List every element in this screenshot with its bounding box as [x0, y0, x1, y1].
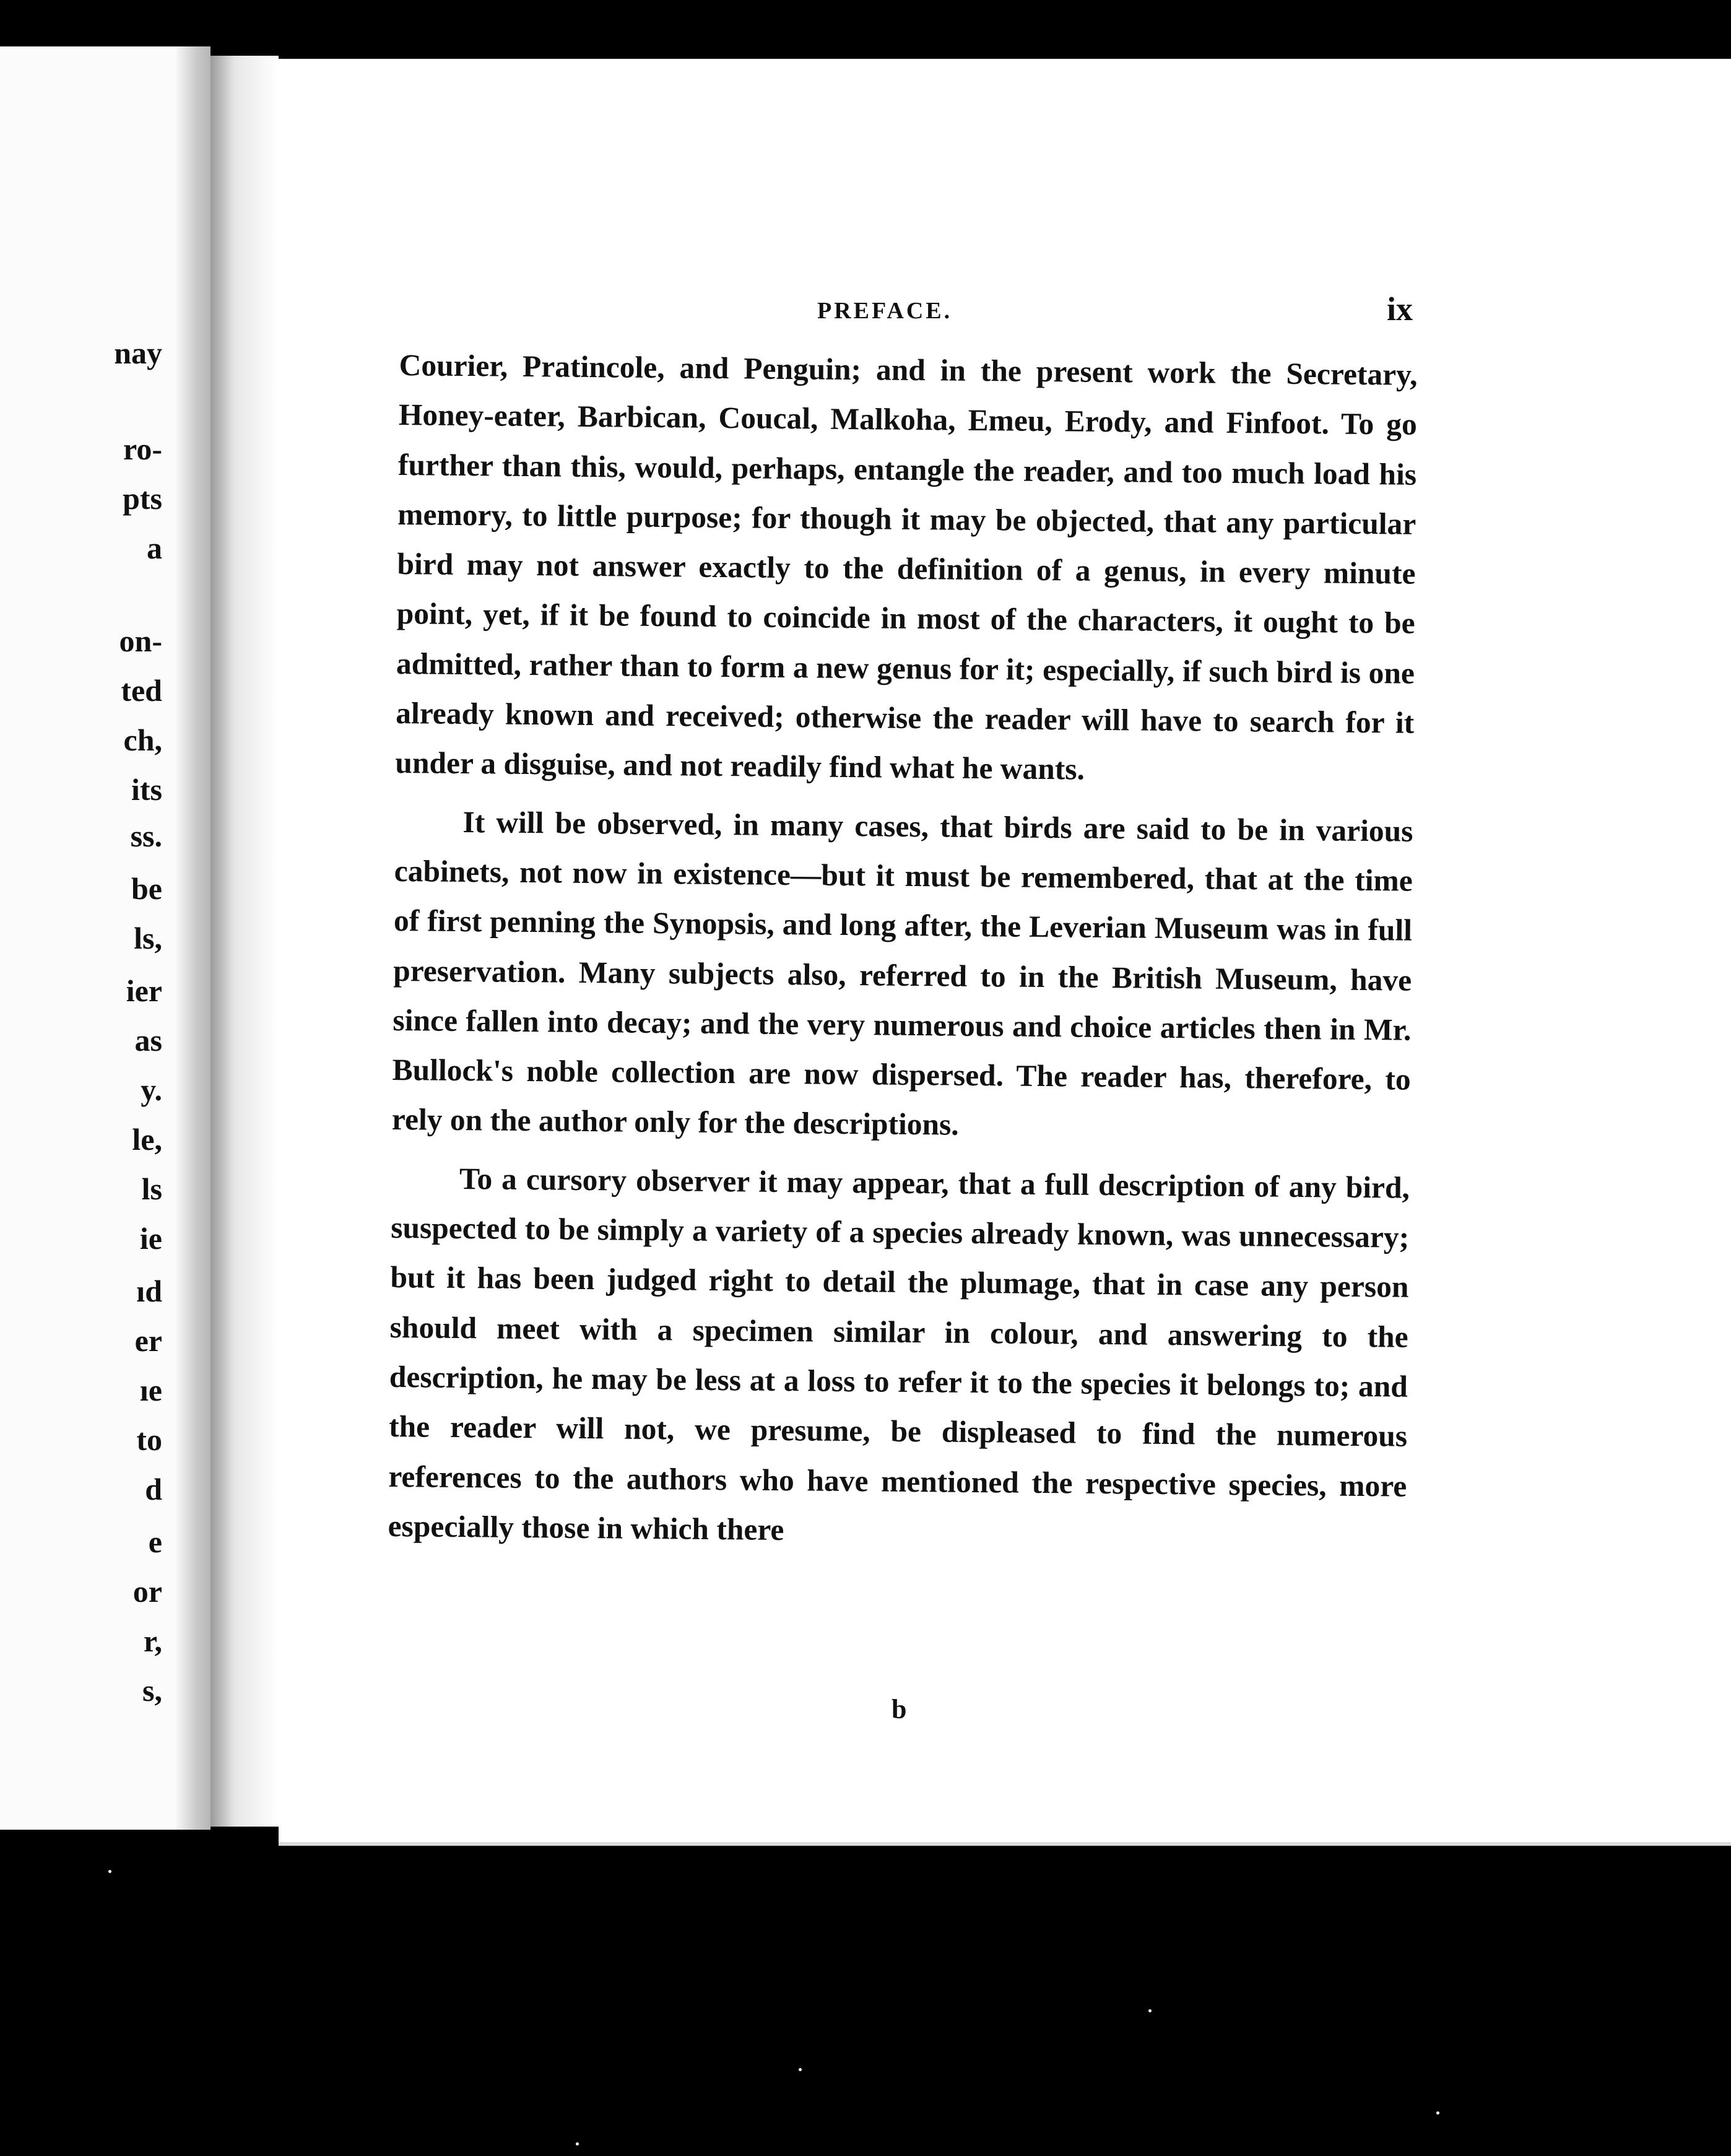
paragraph: It will be observed, in many cases, that birds are said to be in various cabinets, not now in existence—but it must be remembered, that at the time of first penning the Synopsis, and long after, the Leverian Museum was in full preservation. Many subjects also, referred to in the British Museum, have since fallen into decay; and the very numerous and choice articles then in Mr. Bullock's noble collection are now dispersed. The reader has, therefore, to rely on the author only for the descriptions.: [391, 804, 1413, 1142]
facing-line-fragment: its: [131, 772, 162, 807]
signature-mark: b: [892, 1694, 907, 1724]
page-bottom-edge: [279, 1842, 1731, 1846]
scan-speck: [1148, 2009, 1152, 2012]
facing-line-fragment: le,: [132, 1122, 162, 1157]
facing-page: [0, 46, 210, 1830]
facing-line-fragment: s,: [142, 1673, 162, 1708]
page-number: ix: [1387, 290, 1413, 328]
facing-line-fragment: e: [148, 1524, 162, 1559]
facing-line-fragment: as: [134, 1023, 162, 1058]
facing-line-fragment: y.: [141, 1072, 162, 1107]
facing-line-fragment: a: [147, 531, 162, 565]
facing-line-fragment: r,: [143, 1624, 162, 1658]
scan-speck: [799, 2068, 802, 2071]
body-text: [388, 341, 1418, 1561]
facing-line-fragment: ıe: [139, 1373, 162, 1407]
paragraph: To a cursory observer it may appear, that a full description of any bird, suspected to be simply a variety of a species already known, was unnecessary; but it has been judged right to detail the plumage, that in case any person should meet with a specimen similar in colour, and answering to the description, he may be less at a loss to refer it to the species it belongs to; and the reader will not, we presume, be displeased to find the numerous references to the authors who have mentioned the respective species, more especially those in which there: [388, 1161, 1410, 1547]
book-page: [279, 59, 1731, 1842]
facing-line-fragment: to: [136, 1422, 162, 1457]
scan-speck: [108, 1870, 111, 1873]
facing-line-fragment: ls,: [134, 921, 162, 955]
facing-line-fragment: ier: [126, 973, 162, 1008]
facing-line-fragment: ro-: [123, 432, 162, 466]
facing-line-fragment: ted: [121, 673, 162, 708]
scan-speck: [1436, 2111, 1439, 2115]
running-head: PREFACE.: [817, 298, 953, 324]
facing-line-fragment: on-: [119, 624, 162, 658]
facing-line-fragment: ie: [139, 1221, 162, 1256]
facing-line-fragment: er: [134, 1323, 162, 1358]
facing-line-fragment: ss.: [130, 819, 162, 853]
facing-line-fragment: be: [131, 871, 162, 906]
paragraph: Courier, Pratincole, and Penguin; and in the present work the Secretary, Honey-eater, Barbican, Coucal, Malkoha, Emeu, Erody, and Finfoot. To go further than this, would, perhaps, entangle the reader, and too much load his memory, to little purpose; for though it may be objected, that any particular bird may not answer exactly to the definition of a genus, in every minute point, yet, if it be found to coincide in most of the characters, it ought to be admitted, rather than to form a new genus for it; especially, if such bird is one already known and received; otherwise the reader will have to search for it under a disguise, and not readily find what he wants.: [395, 347, 1418, 787]
facing-line-fragment: or: [132, 1574, 162, 1609]
facing-line-fragment: nay: [114, 336, 162, 370]
facing-line-fragment: ls: [141, 1171, 162, 1206]
facing-line-fragment: ıd: [136, 1274, 162, 1308]
facing-line-fragment: d: [145, 1472, 162, 1506]
book-gutter: [210, 56, 279, 1827]
facing-line-fragment: pts: [123, 481, 162, 516]
facing-line-fragment: ch,: [123, 723, 162, 757]
facing-page-shadow: [176, 46, 210, 1830]
scan-speck: [576, 2142, 579, 2145]
